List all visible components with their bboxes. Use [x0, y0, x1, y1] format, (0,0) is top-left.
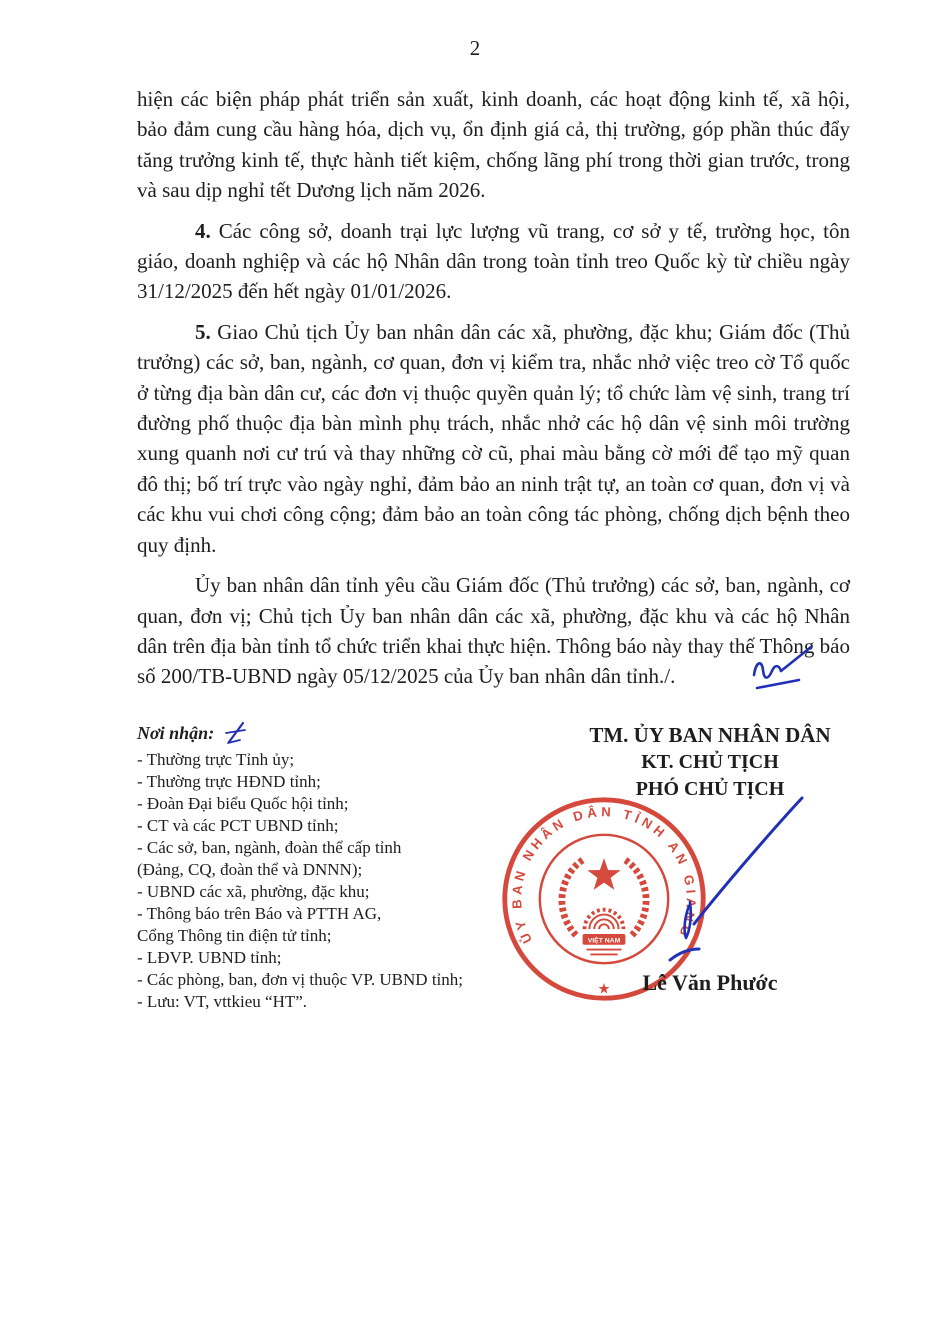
recipient-item: - LĐVP. UBND tỉnh;: [137, 948, 282, 967]
signing-capacity: KT. CHỦ TỊCH: [641, 751, 779, 773]
recipient-item: - Đoàn Đại biểu Quốc hội tỉnh;: [137, 794, 349, 813]
recipient-item: - Thông báo trên Báo và PTTH AG,: [137, 904, 382, 923]
paragraph-text: hiện các biện pháp phát triển sản xuất, kinh doanh, các hoạt động kinh tế, xã hội, bảo đảm cung cầu hàng hóa, dịch vụ, ổn định giá cả, thị trường, góp phần thúc đẩy tăng trưởng kinh tế, thực hành tiết kiệm, chống lãng phí trong thời gian trước, trong và sau dịp nghỉ tết Dương lịch năm 2026.: [137, 87, 850, 203]
body-paragraph: [137, 317, 850, 560]
recipient-item: - Thường trực HĐND tỉnh;: [137, 772, 321, 791]
body-paragraph: [137, 570, 850, 692]
recipients-label: Nơi nhận:: [137, 723, 215, 743]
initials-paraph-icon: [747, 641, 821, 693]
recipient-item: - CT và các PCT UBND tỉnh;: [137, 816, 339, 835]
recipient-item: - Lưu: VT, vttkieu “HT”.: [137, 992, 308, 1011]
recipient-item: Cổng Thông tin điện tử tỉnh;: [137, 926, 332, 945]
paragraph-text: Ủy ban nhân dân tỉnh yêu cầu Giám đốc (Thủ trưởng) các sở, ban, ngành, cơ quan, đơn vị; Chủ tịch Ủy ban nhân dân các xã, phường, đặc khu và các hộ Nhân dân trên địa bàn tỉnh tổ chức triển khai thực hiện. Thông báo này thay thế Thông báo số 200/TB-UBND ngày 05/12/2025 của Ủy ban nhân dân tỉnh./.: [137, 573, 850, 689]
recipient-item: (Đảng, CQ, đoàn thể và DNNN);: [137, 860, 363, 879]
seal-bottom-star: ★: [597, 981, 611, 998]
paragraph-text: Giao Chủ tịch Ủy ban nhân dân các xã, phường, đặc khu; Giám đốc (Thủ trưởng) các sở, ban, ngành, cơ quan, đơn vị kiểm tra, nhắc nhở việc treo cờ Tổ quốc ở từng địa bàn dân cư, các đơn vị thuộc quyền quản lý; tổ chức làm vệ sinh, trang trí đường phố thuộc địa bàn mình phụ trách, nhắc nhở các hộ dân vệ sinh môi trường xung quanh nơi cư trú và thay những cờ cũ, phai màu bằng cờ mới để tạo mỹ quan đô thị; bố trí trực vào ngày nghỉ, đảm bảo an ninh trật tự, an toàn cơ quan, đơn vị và các khu vui chơi công cộng; đảm bảo an toàn công tác phòng, chống dịch bệnh theo quy định.: [137, 319, 850, 557]
recipient-item: - Thường trực Tỉnh ủy;: [137, 750, 295, 769]
seal-ring-text: ỦY BAN NHÂN DÂN TỈNH AN GIANG: [509, 804, 699, 946]
body-paragraph: [137, 216, 850, 307]
document-body: [137, 84, 850, 702]
recipient-item: - Các sở, ban, ngành, đoàn thể cấp tỉnh: [137, 838, 402, 857]
signer-name: Lê Văn Phước: [642, 970, 778, 995]
recipient-item: - Các phòng, ban, đơn vị thuộc VP. UBND tỉnh;: [137, 970, 463, 989]
body-paragraph: [137, 84, 850, 206]
signature-stroke-icon: [578, 778, 822, 976]
ink-tick-icon: [219, 716, 255, 752]
seal-banner-text: VIỆT NAM: [587, 937, 621, 945]
paragraph-number: 5.: [195, 319, 211, 344]
paragraph-number: 4.: [195, 218, 211, 243]
signing-authority: TM. ỦY BAN NHÂN DÂN: [589, 723, 831, 747]
recipients-block: [137, 722, 547, 1013]
signer-title: PHÓ CHỦ TỊCH: [635, 778, 785, 800]
page-number: 2: [469, 36, 481, 60]
recipient-item: - UBND các xã, phường, đặc khu;: [137, 882, 370, 901]
paragraph-text: Các công sở, doanh trại lực lượng vũ trang, cơ sở y tế, trường học, tôn giáo, doanh nghiệp và các hộ Nhân dân trong toàn tỉnh treo Quốc kỳ từ chiều ngày 31/12/2025 đến hết ngày 01/01/2026.: [137, 218, 850, 304]
